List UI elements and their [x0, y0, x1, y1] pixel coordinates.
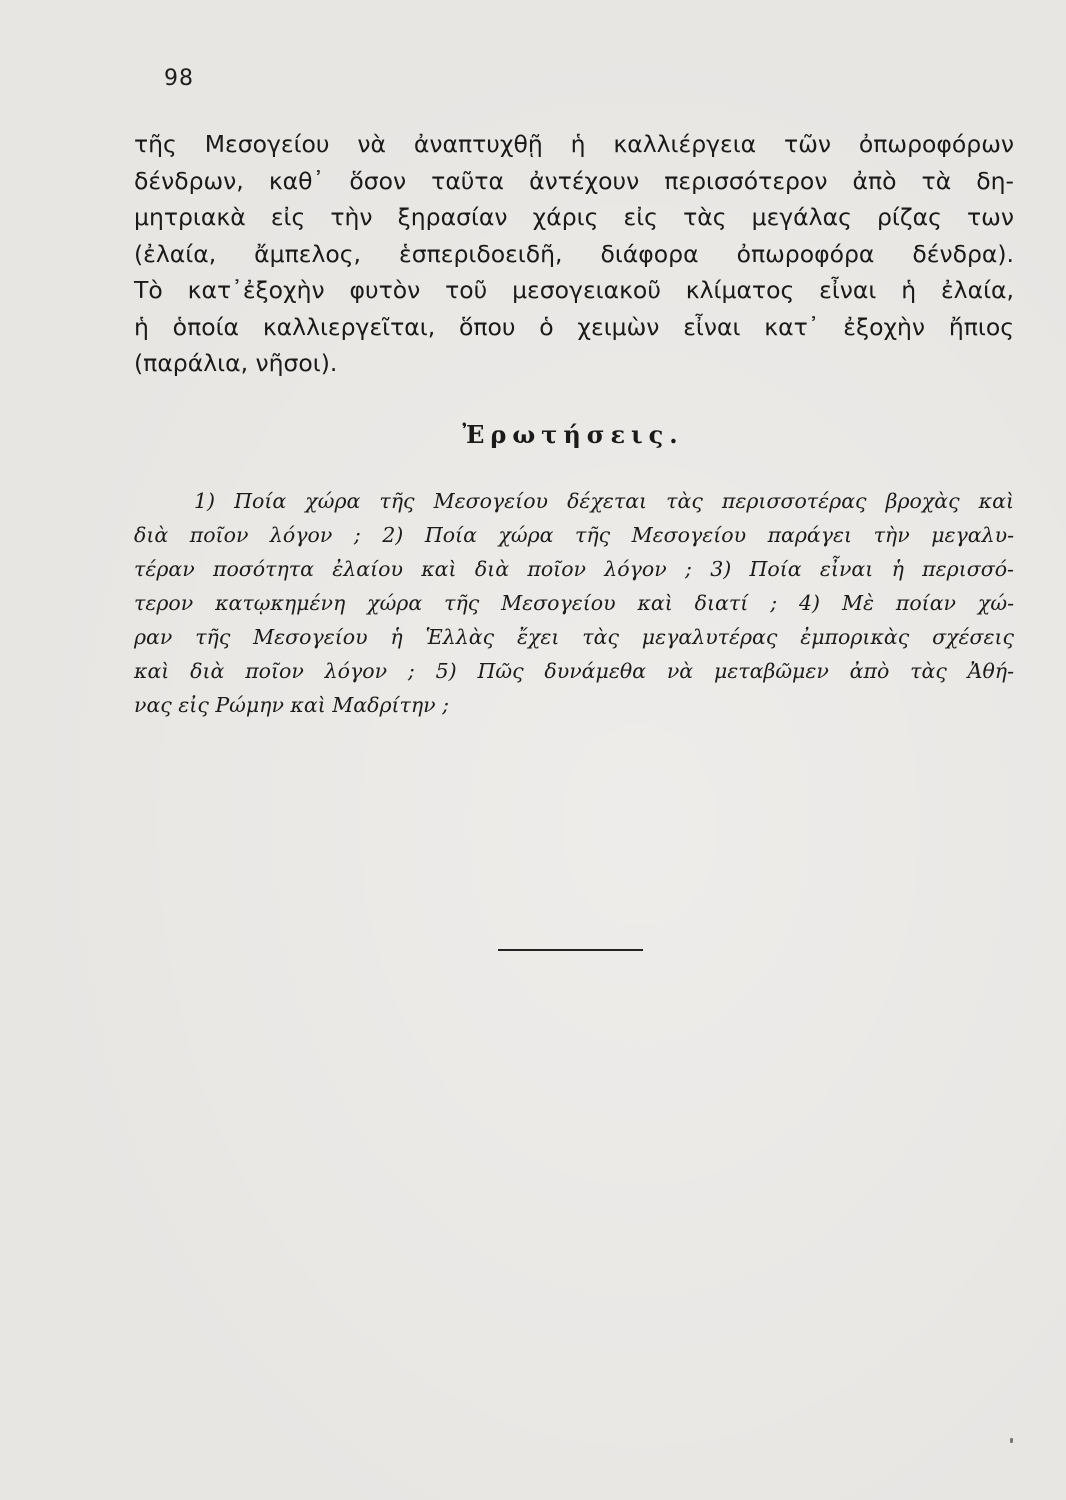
body-line: Τὸ κατ᾽ἐξοχὴν φυτὸν τοῦ μεσογειακοῦ κλίματος εἶναι ἡ ἐλαία,: [134, 276, 1014, 304]
question-line: διὰ ποῖον λόγον ; 2) Ποία χώρα τῆς Μεσογείου παράγει τὴν μεγαλυ-: [134, 523, 1014, 547]
body-line: ἡ ὁποία καλλιεργεῖται, ὅπου ὁ χειμὼν εἶναι κατ᾽ ἐξοχὴν ἤπιος: [134, 312, 1014, 341]
question-line: 1) Ποία χώρα τῆς Μεσογείου δέχεται τὰς περισσοτέρας βροχὰς καὶ: [194, 489, 1014, 513]
question-line: τερον κατῳκημένη χώρα τῆς Μεσογείου καὶ διατί ; 4) Μὲ ποίαν χώ-: [134, 591, 1014, 615]
question-line: καὶ διὰ ποῖον λόγον ; 5) Πῶς δυνάμεθα νὰ μεταβῶμεν ἀπὸ τὰς Ἀθή-: [134, 659, 1014, 683]
body-line: (παράλια, νῆσοι).: [134, 349, 338, 377]
section-divider: [498, 949, 643, 951]
body-line: μητριακὰ εἰς τὴν ξηρασίαν χάρις εἰς τὰς μεγάλας ρίζας των: [134, 203, 1014, 231]
body-line: τῆς Μεσογείου νὰ ἀναπτυχθῇ ἡ καλλιέργεια τῶν ὀπωροφόρων: [134, 130, 1014, 158]
paper-speck: [1010, 1438, 1013, 1443]
questions-paragraph: [134, 484, 1014, 722]
question-line: τέραν ποσότητα ἐλαίου καὶ διὰ ποῖον λόγον ; 3) Ποία εἶναι ἡ περισσό-: [134, 557, 1014, 581]
body-paragraph: [134, 126, 1014, 382]
body-line: (ἐλαία, ἄμπελος, ἑσπεριδοειδῆ, διάφορα ὀπωροφόρα δένδρα).: [134, 239, 1014, 268]
question-line: ραν τῆς Μεσογείου ἡ Ἑλλὰς ἔχει τὰς μεγαλυτέρας ἐμπορικὰς σχέσεις: [134, 625, 1014, 649]
page-number: 98: [164, 66, 194, 91]
question-line: νας εἰς Ρώμην καὶ Μαδρίτην ;: [134, 693, 450, 717]
questions-heading: Ἐρωτήσεις.: [462, 420, 684, 449]
body-line: δένδρων, καθ᾽ ὅσον ταῦτα ἀντέχουν περισσότερον ἀπὸ τὰ δη-: [134, 166, 1014, 195]
